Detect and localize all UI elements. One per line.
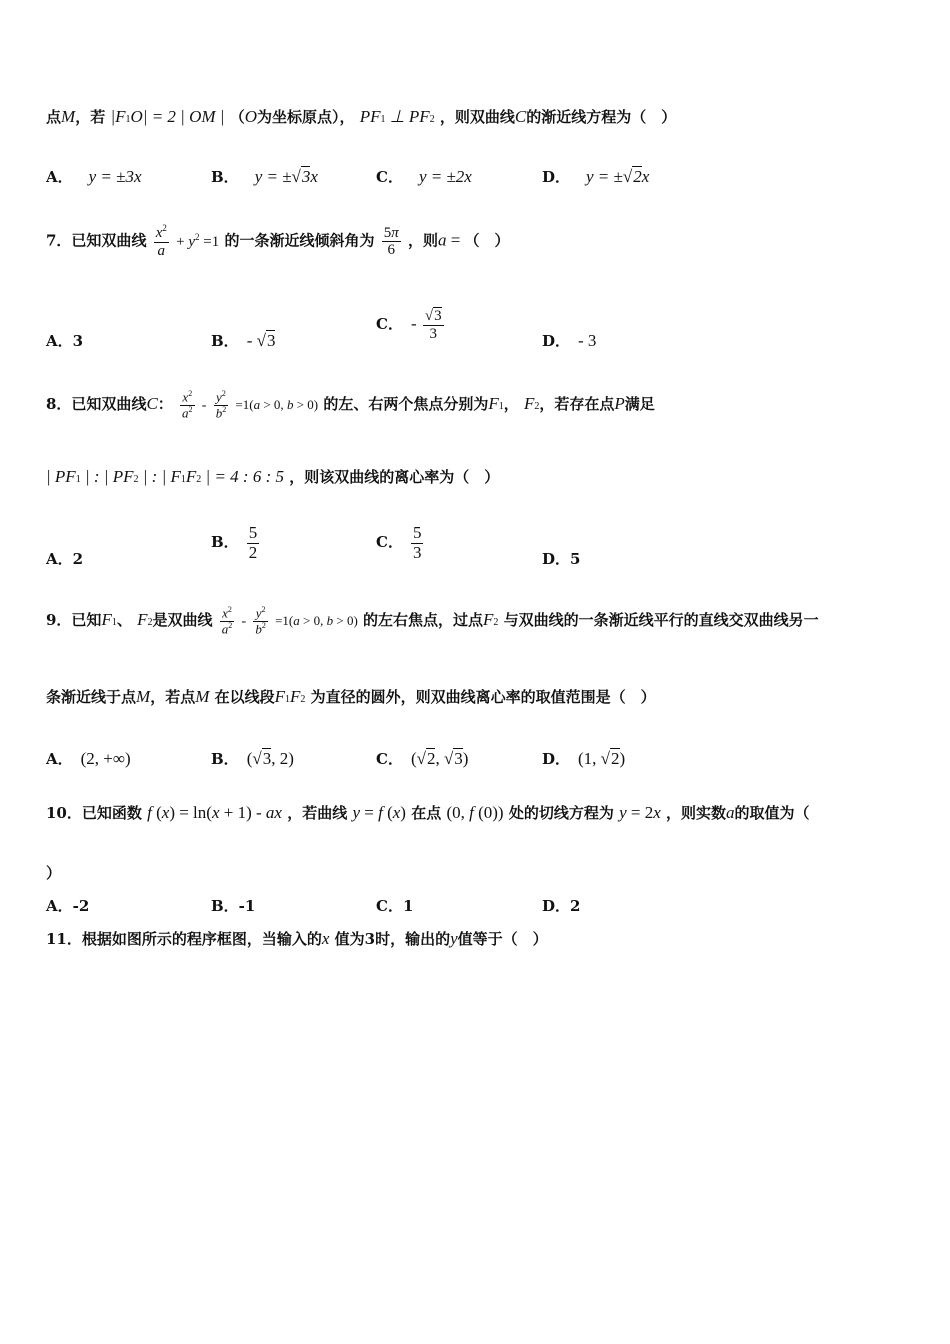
q7-option-b[interactable]: B． - √3 <box>211 331 276 350</box>
q11-stem: 11．根据如图所示的程序框图，当输入的x 值为3时，输出的y值等于（ ） <box>46 929 548 948</box>
q10-option-b[interactable]: B．-1 <box>211 897 256 915</box>
q9-option-b[interactable]: B． (√3, 2) <box>211 749 294 768</box>
q6-option-a[interactable]: A． y = ±3x <box>46 167 142 186</box>
q7-option-a[interactable]: A．3 <box>46 332 84 350</box>
q8-option-a[interactable]: A．2 <box>46 550 84 568</box>
q8-option-d[interactable]: D．5 <box>542 550 581 568</box>
q8-option-b[interactable]: B． $\frac{5}{2}$ <box>211 523 258 562</box>
q6-line: 点M，若 |F1O| = 2 | OM | （O为坐标原点）， PF1 ⊥ PF2 ，则双曲线C的渐近线方程为（ ） <box>46 107 677 126</box>
q8-stem-1: 8．已知双曲线C： $\frac{x^2}{a^2}$ - $\frac{y^2}{b^2}$ =1(a > 0, b > 0) 的左、右两个焦点分别为F1， F2，若存在点P满足 <box>46 389 655 420</box>
q10-stem-2: ） <box>46 864 62 882</box>
q7-stem: 7．已知双曲线 $\frac{x^2}{a}$ + $y^2 =1$ 的一条渐近线倾斜角为 $\frac{5\pi}{6}$ ，则a = （ ） <box>46 223 510 259</box>
q10-option-c[interactable]: C．1 <box>376 897 414 915</box>
q6-option-d[interactable]: D． y = ±√2x <box>542 167 650 186</box>
q7-option-d[interactable]: D． - 3 <box>542 331 597 350</box>
q6-text-a: 点 <box>46 108 62 126</box>
q8-stem-2: | PF1 | : | PF2 | : | F1F2 | = 4 : 6 : 5 ，则该双曲线的离心率为（ ） <box>46 467 500 486</box>
q9-stem-2: 条渐近线于点M，若点M 在以线段F1F2 为直径的圆外，则双曲线离心率的取值范围是（ ） <box>46 687 656 706</box>
q8-option-c[interactable]: C． $\frac{5}{3}$ <box>376 523 422 562</box>
q10-option-d[interactable]: D．2 <box>542 897 581 915</box>
q10-option-a[interactable]: A．-2 <box>46 897 90 915</box>
q7-option-c[interactable]: C． - $\frac{√3}{3}$ <box>376 308 442 342</box>
q9-stem-1: 9．已知F1、 F2是双曲线 $\frac{x^2}{a^2}$ - $\frac{y^2}{b^2}$ =1(a > 0, b > 0) 的左右焦点，过点F2 与双曲线的一条渐近线平行的直线交双曲线另一 <box>46 605 819 636</box>
q6-option-b[interactable]: B． y = ±√3x <box>211 167 318 186</box>
q9-option-a[interactable]: A． (2, +∞) <box>46 749 131 768</box>
q6-option-c[interactable]: C． y = ±2x <box>376 167 472 186</box>
q9-option-c[interactable]: C． (√2, √3) <box>376 749 469 768</box>
q9-option-d[interactable]: D． (1, √2) <box>542 749 626 768</box>
q10-stem-1: 10．已知函数 f (x) = ln(x + 1) - ax ，若曲线 y = f (x) 在点 (0, f (0)) 处的切线方程为 y = 2x ，则实数a的取值为（ <box>46 803 810 822</box>
